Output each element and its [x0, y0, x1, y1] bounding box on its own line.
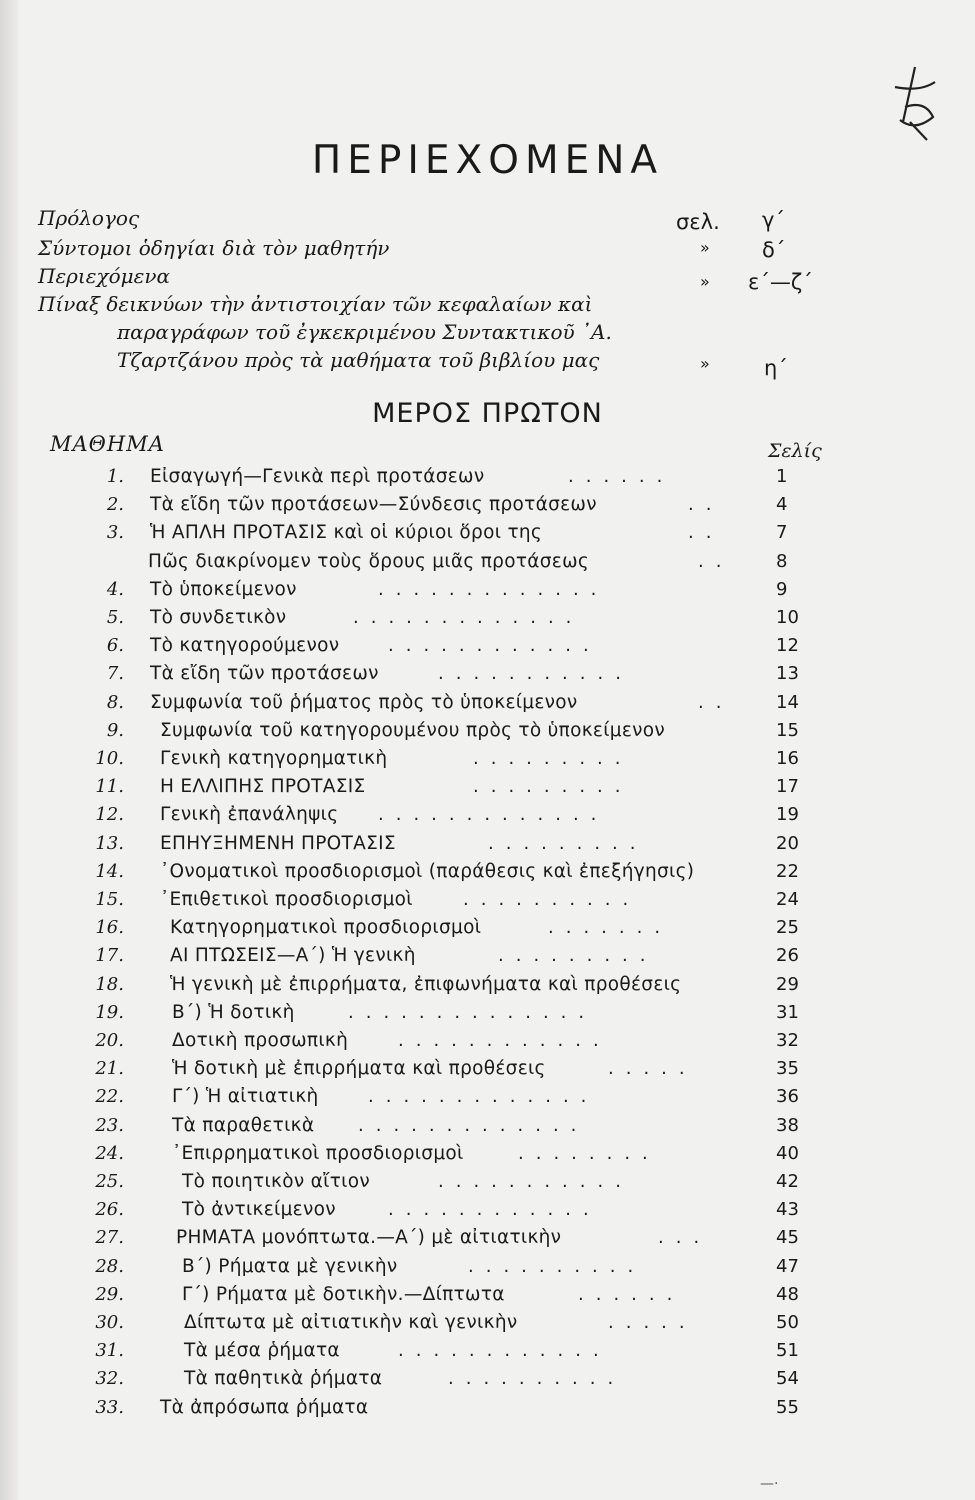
- toc-entry: [0, 974, 975, 1001]
- leader-dots: ...........: [438, 663, 633, 685]
- toc-entry: [0, 579, 975, 606]
- toc-entry: [0, 466, 975, 493]
- toc-entry-number: 6.: [106, 635, 124, 657]
- toc-entry-title: Β΄) Ρήματα μὲ γενικὴν: [182, 1255, 398, 1277]
- toc-entry-page: 43: [776, 1199, 799, 1221]
- toc-entry: [0, 889, 975, 916]
- toc-entry: [0, 551, 975, 578]
- toc-entry-title: Κατηγορηματικοὶ προσδιορισμοὶ: [170, 917, 482, 939]
- page-title: ΠΕΡΙΕΧΟΜΕΝΑ: [311, 138, 664, 183]
- toc-entry-page: 1: [776, 466, 788, 487]
- toc-entry-title: Τὸ ὑποκείμενον: [150, 578, 297, 600]
- toc-entry: [0, 1115, 975, 1142]
- toc-entry-number: 20.: [95, 1030, 124, 1051]
- toc-entry-page: 45: [776, 1227, 799, 1249]
- leader-dots: .......: [548, 917, 673, 939]
- toc-entry-number: 15.: [95, 889, 124, 910]
- leader-dots: ......: [578, 1283, 685, 1305]
- toc-entry-number: 22.: [95, 1086, 124, 1108]
- toc-entry-title: Η ΕΛΛΙΠΗΣ ΠΡΟΤΑΣΙΣ: [160, 776, 366, 798]
- toc-entry-title: Τὰ παραθετικὰ: [172, 1114, 315, 1136]
- toc-entry-number: 14.: [95, 860, 124, 882]
- toc-entry-number: 16.: [95, 917, 124, 939]
- preface-marker-2: »: [700, 238, 710, 257]
- toc-entry-title: ᾿Επιθετικοὶ προσδιορισμοὶ: [160, 889, 413, 910]
- toc-entry-page: 20: [776, 832, 799, 854]
- toc-entry: [0, 1284, 975, 1311]
- toc-entry-number: 18.: [95, 973, 124, 995]
- toc-entry: [0, 1256, 975, 1283]
- toc-entry-number: 5.: [106, 607, 124, 628]
- toc-entry-number: 3.: [106, 522, 124, 544]
- leader-dots: .............: [358, 1114, 589, 1136]
- toc-entry-number: 8.: [106, 691, 124, 713]
- leader-dots: ............: [398, 1340, 611, 1362]
- toc-entry: [0, 1199, 975, 1226]
- toc-entry: [0, 1227, 975, 1254]
- toc-entry-title: Γ΄) Ἡ αἰτιατικὴ: [172, 1086, 319, 1108]
- leader-dots: ..........: [448, 1368, 626, 1390]
- toc-entry-page: 24: [776, 889, 799, 910]
- toc-entry-title: ᾿Επιρρηματικοὶ προσδιορισμοὶ: [172, 1142, 464, 1164]
- page-column-header: Σελίς: [768, 440, 822, 462]
- toc-entry: [0, 945, 975, 972]
- toc-entry: [0, 522, 975, 549]
- leader-dots: .........: [473, 776, 633, 798]
- leader-dots: ............: [398, 1030, 611, 1051]
- preface-label-1: Πρόλογος: [38, 206, 140, 230]
- toc-entry-title: Τὸ συνδετικὸν: [150, 607, 287, 628]
- leader-dots: .........: [498, 945, 658, 967]
- preface-marker-3: »: [700, 272, 710, 291]
- toc-entry-page: 14: [776, 691, 799, 713]
- toc-entry-page: 47: [776, 1255, 799, 1277]
- toc-entry-number: 17.: [95, 945, 124, 967]
- toc-entry-number: 30.: [95, 1312, 124, 1333]
- toc-entry-number: 9.: [106, 719, 124, 741]
- preface-label-2: Σύντομοι ὁδηγίαι διὰ τὸν μαθητήν: [38, 236, 390, 260]
- toc-entry: [0, 1030, 975, 1057]
- toc-entry-page: 38: [776, 1114, 799, 1136]
- leader-dots: .............: [378, 804, 609, 826]
- toc-entry: [0, 1397, 975, 1424]
- toc-entry-page: 35: [776, 1058, 799, 1080]
- toc-entry: [0, 861, 975, 888]
- toc-entry-page: 25: [776, 917, 799, 939]
- toc-entry-page: 54: [776, 1368, 799, 1390]
- toc-entry-number: 13.: [95, 832, 124, 854]
- toc-entry-title: Τὸ κατηγορούμενον: [150, 635, 340, 657]
- toc-entry-title: Τὰ παθητικὰ ῥήματα: [184, 1368, 383, 1390]
- leader-dots: .............: [378, 578, 609, 600]
- toc-entry-page: 10: [776, 607, 799, 628]
- leader-dots: ..: [698, 550, 734, 572]
- toc-entry-page: 51: [776, 1340, 799, 1362]
- preface-page-3: ε΄—ζ΄: [748, 270, 813, 294]
- toc-entry-number: 21.: [95, 1058, 124, 1080]
- preface-marker-1: σελ.: [676, 210, 720, 234]
- toc-entry-title: Δίπτωτα μὲ αἰτιατικὴν καὶ γενικὴν: [184, 1312, 518, 1333]
- toc-entry-page: 42: [776, 1171, 799, 1192]
- preface-page-4: η΄: [764, 356, 788, 380]
- toc-entry-number: 28.: [95, 1255, 124, 1277]
- leader-dots: ..: [688, 494, 724, 516]
- toc-entry-title: Γ΄) Ρήματα μὲ δοτικὴν.—Δίπτωτα: [182, 1283, 505, 1305]
- toc-entry-title: ΡΗΜΑΤΑ μονόπτωτα.—Α΄) μὲ αἰτιατικὴν: [176, 1227, 562, 1249]
- toc-entry-number: 33.: [95, 1396, 124, 1418]
- toc-entry: [0, 917, 975, 944]
- toc-entry-page: 13: [776, 663, 799, 685]
- toc-entry-title: ΕΠΗΥΞΗΜΕΝΗ ΠΡΟΤΑΣΙΣ: [160, 832, 396, 854]
- toc-entry-number: 12.: [95, 804, 124, 826]
- leader-dots: .............: [368, 1086, 599, 1108]
- toc-entry-title: Γενικὴ κατηγορηματικὴ: [160, 748, 388, 769]
- leader-dots: .....: [608, 1058, 697, 1080]
- toc-entry-number: 19.: [95, 1001, 124, 1023]
- toc-entry-number: 23.: [95, 1114, 124, 1136]
- toc-entry-page: 29: [776, 973, 799, 995]
- toc-entry-title: Πῶς διακρίνομεν τοὺς ὅρους μιᾶς προτάσεως: [148, 550, 590, 572]
- leader-dots: ..: [688, 522, 724, 544]
- toc-entry: [0, 1171, 975, 1198]
- toc-entry-page: 36: [776, 1086, 799, 1108]
- preface-table-line-1: Πίναξ δεικνύων τὴν ἀντιστοιχίαν τῶν κεφαλαίων καὶ: [38, 292, 593, 316]
- leader-dots: ........: [518, 1142, 660, 1164]
- toc-entry-page: 16: [776, 748, 799, 769]
- preface-marker-4: »: [700, 354, 710, 373]
- toc-entry-page: 22: [776, 860, 799, 882]
- toc-entry-page: 4: [776, 494, 788, 516]
- toc-entry-page: 50: [776, 1312, 799, 1333]
- toc-entry-title: Τὰ εἴδη τῶν προτάσεων: [150, 663, 379, 685]
- toc-entry: [0, 607, 975, 634]
- toc-entry-number: 24.: [95, 1142, 124, 1164]
- preface-page-2: δ΄: [762, 238, 786, 262]
- toc-entry-title: Συμφωνία τοῦ ῥήματος πρὸς τὸ ὑποκείμενον: [150, 691, 578, 713]
- toc-entry-page: 15: [776, 719, 799, 741]
- toc-entry-page: 26: [776, 945, 799, 967]
- toc-entry-number: 1.: [106, 466, 124, 487]
- toc-entry: [0, 804, 975, 831]
- toc-entry-page: 12: [776, 635, 799, 657]
- toc-entry-number: 27.: [95, 1227, 124, 1249]
- toc-entry: [0, 720, 975, 747]
- toc-entry-page: 7: [776, 522, 788, 544]
- toc-entry-title: Δοτικὴ προσωπικὴ: [172, 1030, 349, 1051]
- toc-entry-page: 19: [776, 804, 799, 826]
- leader-dots: ............: [388, 1199, 601, 1221]
- toc-entry-page: 17: [776, 776, 799, 798]
- toc-entry-number: 26.: [95, 1199, 124, 1221]
- toc-entry: [0, 1086, 975, 1113]
- toc-entry-number: 31.: [95, 1340, 124, 1362]
- preface-page-1: γ΄: [762, 208, 785, 232]
- toc-entry: [0, 1058, 975, 1085]
- toc-entry: [0, 833, 975, 860]
- toc-entry-title: Β΄) Ἡ δοτικὴ: [172, 1001, 295, 1023]
- toc-entry-title: Τὸ ἀντικείμενον: [182, 1199, 336, 1221]
- toc-entry: [0, 1143, 975, 1170]
- leader-dots: ...: [658, 1227, 712, 1249]
- toc-entry-title: Τὰ εἴδη τῶν προτάσεων—Σύνδεσις προτάσεων: [150, 494, 597, 516]
- leader-dots: ...........: [438, 1171, 633, 1192]
- toc-entry-title: Τὰ ἀπρόσωπα ῥήματα: [160, 1396, 369, 1418]
- toc-entry-number: 11.: [95, 776, 124, 798]
- toc-entry-page: 55: [776, 1396, 799, 1418]
- toc-entry-page: 48: [776, 1283, 799, 1305]
- toc-entry-number: 10.: [95, 748, 124, 769]
- toc-entry-title: Γενικὴ ἐπανάληψις: [160, 804, 339, 826]
- toc-entry: [0, 776, 975, 803]
- toc-entry-title: ᾿Ονοματικοὶ προσδιορισμοὶ (παράθεσις καὶ ἐπεξήγησις): [160, 860, 695, 882]
- toc-entry: [0, 663, 975, 690]
- toc-entry-page: 32: [776, 1030, 799, 1051]
- toc-entry-number: 32.: [95, 1368, 124, 1390]
- leader-dots: .............: [353, 607, 584, 628]
- toc-entry-title: Εἰσαγωγή—Γενικὰ περὶ προτάσεων: [150, 466, 485, 487]
- toc-entry: [0, 692, 975, 719]
- leader-dots: ..: [698, 691, 734, 713]
- bottom-mark: —·: [760, 1476, 779, 1492]
- toc-entry-title: Ἡ γενικὴ μὲ ἐπιρρήματα, ἐπιφωνήματα καὶ προθέσεις: [170, 973, 682, 995]
- toc-entry-title: Τὰ μέσα ῥήματα: [184, 1340, 340, 1362]
- leader-dots: .....: [608, 1312, 697, 1333]
- toc-entry-number: 2.: [106, 494, 124, 516]
- lesson-column-header: ΜΑΘΗΜΑ: [50, 432, 165, 456]
- leader-dots: ......: [568, 466, 675, 487]
- toc-entry: [0, 494, 975, 521]
- leader-dots: .........: [488, 832, 648, 854]
- leader-dots: ..........: [463, 889, 641, 910]
- handwritten-mark-icon: [885, 62, 945, 142]
- toc-entry-page: 31: [776, 1001, 799, 1023]
- preface-label-3: Περιεχόμενα: [38, 264, 171, 288]
- toc-entry-page: 8: [776, 550, 788, 572]
- toc-entry: [0, 1312, 975, 1339]
- toc-entry-title: Ἡ δοτικὴ μὲ ἐπιρρήματα καὶ προθέσεις: [172, 1058, 546, 1080]
- preface-table-line-3: Τζαρτζάνου πρὸς τὰ μαθήματα τοῦ βιβλίου μας: [117, 348, 600, 372]
- toc-entry: [0, 748, 975, 775]
- part-title: ΜΕΡΟΣ ΠΡΩΤΟΝ: [372, 398, 603, 429]
- leader-dots: .........: [473, 748, 633, 769]
- toc-entry-number: 7.: [106, 663, 124, 685]
- toc-entry-page: 9: [776, 578, 788, 600]
- toc-entry-page: 40: [776, 1142, 799, 1164]
- toc-entry-number: 25.: [95, 1171, 124, 1192]
- toc-entry: [0, 1340, 975, 1367]
- toc-entry-title: Συμφωνία τοῦ κατηγορουμένου πρὸς τὸ ὑποκείμενον: [160, 719, 666, 741]
- toc-entry-title: Ἡ ΑΠΛΗ ΠΡΟΤΑΣΙΣ καὶ οἱ κύριοι ὅροι της: [150, 522, 543, 544]
- preface-table-line-2: παραγράφων τοῦ ἐγκεκριμένου Συντακτικοῦ ᾿Α.: [117, 320, 612, 344]
- toc-entry: [0, 1368, 975, 1395]
- toc-entry: [0, 1002, 975, 1029]
- toc-entry-number: 29.: [95, 1283, 124, 1305]
- toc-entry-title: ΑΙ ΠΤΩΣΕΙΣ—Α΄) Ἡ γενικὴ: [170, 945, 416, 967]
- toc-entry: [0, 635, 975, 662]
- leader-dots: ............: [388, 635, 601, 657]
- leader-dots: ..............: [348, 1001, 597, 1023]
- toc-entry-title: Τὸ ποιητικὸν αἴτιον: [182, 1171, 370, 1192]
- toc-entry-number: 4.: [106, 578, 124, 600]
- leader-dots: ..........: [468, 1255, 646, 1277]
